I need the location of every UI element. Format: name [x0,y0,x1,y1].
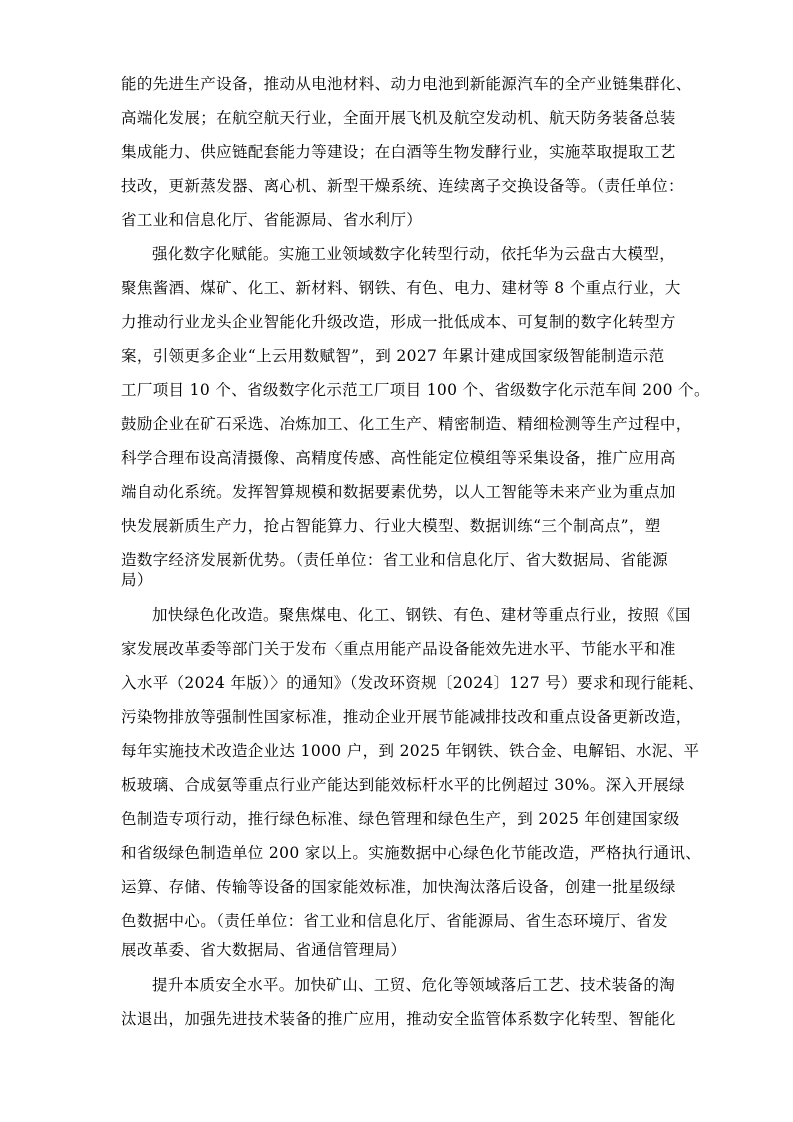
text-line: 高端化发展；在航空航天行业，全面开展飞机及航空发动机、航天防务装备总装 [121,109,676,127]
text-line: 板玻璃、合成氨等重点行业产能达到能效标杆水平的比例超过 30%。深入开展绿 [121,776,685,794]
text-line: 省工业和信息化厅、省能源局、省水利厅） [121,211,423,229]
text-line: 色制造专项行动，推行绿色标准、绿色管理和绿色生产，到 2025 年创建国家级 [121,810,680,828]
text-line: 端自动化系统。发挥智算规模和数据要素优势，以人工智能等未来产业为重点加 [121,483,676,501]
paragraph-start-digital: 强化数字化赋能。实施工业领域数字化转型行动，依托华为云盘古大模型， [152,245,676,263]
text-line: 鼓励企业在矿石采选、冶炼加工、化工生产、精密制造、精细检测等生产过程中， [121,415,692,433]
text-line: 集成能力、供应链配套能力等建设；在白酒等生物发酵行业，实施萃取提取工艺 [121,143,676,161]
text-line: 技改，更新蒸发器、离心机、新型干燥系统、连续离子交换设备等。（责任单位： [121,177,684,195]
text-line: 造数字经济发展新优势。（责任单位：省工业和信息化厅、省大数据局、省能源 [121,551,669,569]
text-line: 快发展新质生产力，抢占智能算力、行业大模型、数据训练“三个制高点”，塑 [121,517,661,535]
text-line: 入水平（2024 年版）〉的通知》（发改环资规〔2024〕127 号）要求和现行能耗、 [121,674,704,692]
text-line: 家发展改革委等部门关于发布〈重点用能产品设备能效先进水平、节能水平和准 [121,640,676,658]
paragraph-start-green: 加快绿色化改造。聚焦煤电、化工、钢铁、有色、建材等重点行业，按照《国 [152,606,691,624]
text-line: 科学合理布设高清摄像、高精度传感、高性能定位模组等采集设备，推广应用高 [121,449,676,467]
paragraph-start-safety: 提升本质安全水平。加快矿山、工贸、危化等领域落后工艺、技术装备的淘 [152,976,676,994]
text-line: 聚焦酱酒、煤矿、化工、新材料、钢铁、有色、电力、建材等 8 个重点行业，大 [121,279,681,297]
text-line: 局） [121,571,153,589]
text-line: 力推动行业龙头企业智能化升级改造，形成一批低成本、可复制的数字化转型方 [121,313,676,331]
text-line: 色数据中心。（责任单位：省工业和信息化厅、省能源局、省生态环境厅、省发 [121,912,669,930]
text-line: 污染物排放等强制性国家标准，推动企业开展节能减排技改和重点设备更新改造， [121,708,692,726]
text-line: 案，引领更多企业“上云用数赋智”，到 2027 年累计建成国家级智能制造示范 [121,347,665,365]
text-line: 能的先进生产设备，推动从电池材料、动力电池到新能源汽车的全产业链集群化、 [121,75,692,93]
text-line: 和省级绿色制造单位 200 家以上。实施数据中心绿色化节能改造，严格执行通讯、 [121,844,702,862]
text-line: 展改革委、省大数据局、省通信管理局） [121,941,407,959]
text-line: 每年实施技术改造企业达 1000 户，到 2025 年钢铁、铁合金、电解铝、水泥、平 [121,742,700,760]
text-line: 汰退出，加强先进技术装备的推广应用，推动安全监管体系数字化转型、智能化 [121,1010,676,1028]
text-line: 工厂项目 10 个、省级数字化示范工厂项目 100 个、省级数字化示范车间 200 个。 [121,381,710,399]
text-line: 运算、存储、传输等设备的国家能效标准，加快淘汰落后设备，创建一批星级绿 [121,878,676,896]
